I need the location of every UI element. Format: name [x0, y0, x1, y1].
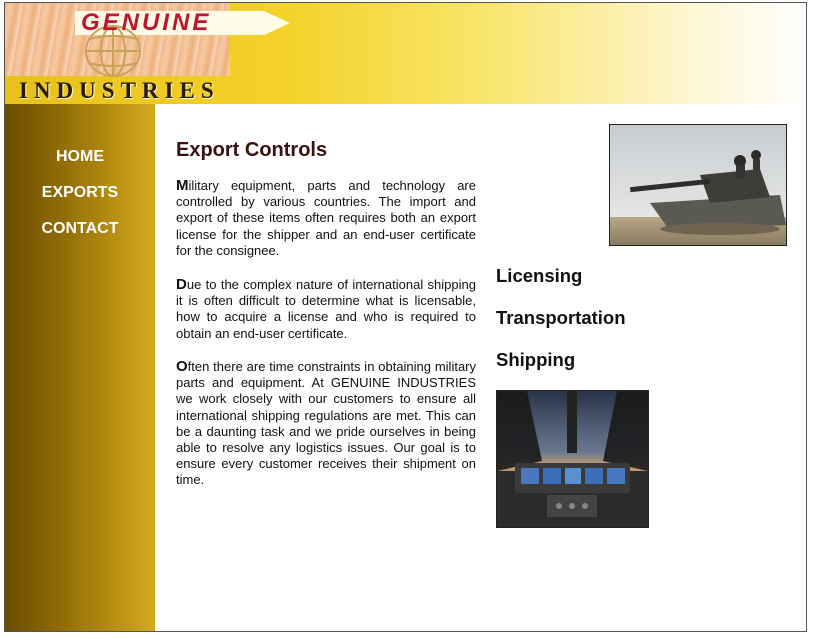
- page-frame: [4, 2, 807, 632]
- heading-transportation: Transportation: [496, 307, 626, 328]
- logo-industries-text: INDUSTRIES: [19, 78, 220, 103]
- paragraph-3: [176, 359, 476, 489]
- nav-home-link[interactable]: HOME: [56, 148, 104, 165]
- page-title: Export Controls: [176, 139, 328, 161]
- military-vehicle-photo: [609, 124, 787, 246]
- sidebar-nav: [5, 104, 155, 632]
- nav-contact-link[interactable]: CONTACT: [41, 220, 119, 237]
- dropcap: D: [176, 276, 187, 293]
- nav-exports-link[interactable]: EXPORTS: [41, 184, 119, 201]
- dropcap: O: [176, 358, 188, 375]
- paragraph-text: ilitary equipment, parts and technology are controlled by various countries. The import and export of these items often requires both an export license for the shipper and an end-user certificate for the consignee.: [176, 178, 476, 258]
- paragraph-2: [176, 277, 476, 342]
- heading-shipping: Shipping: [496, 349, 576, 370]
- heading-licensing: Licensing: [496, 265, 583, 286]
- paragraph-text: ue to the complex nature of international shipping it is often difficult to determine what is licensable, how to acquire a license and who is required to obtain an end-user certificate.: [176, 277, 476, 341]
- paragraph-text: ften there are time constraints in obtaining military parts and equipment. At GENUINE INDUSTRIES we work closely with our customers to ensure all international shipping regulations are met. This can be a daunting task and we pride ourselves in being able to resolve any logistics issues. Our goal is to ensure every customer receives their shipment on time.: [176, 359, 476, 488]
- logo-genuine-text: GENUINE: [81, 9, 212, 36]
- dropcap: M: [176, 177, 189, 194]
- header-banner: [5, 3, 806, 104]
- cockpit-photo: [496, 390, 649, 528]
- paragraph-1: [176, 178, 476, 259]
